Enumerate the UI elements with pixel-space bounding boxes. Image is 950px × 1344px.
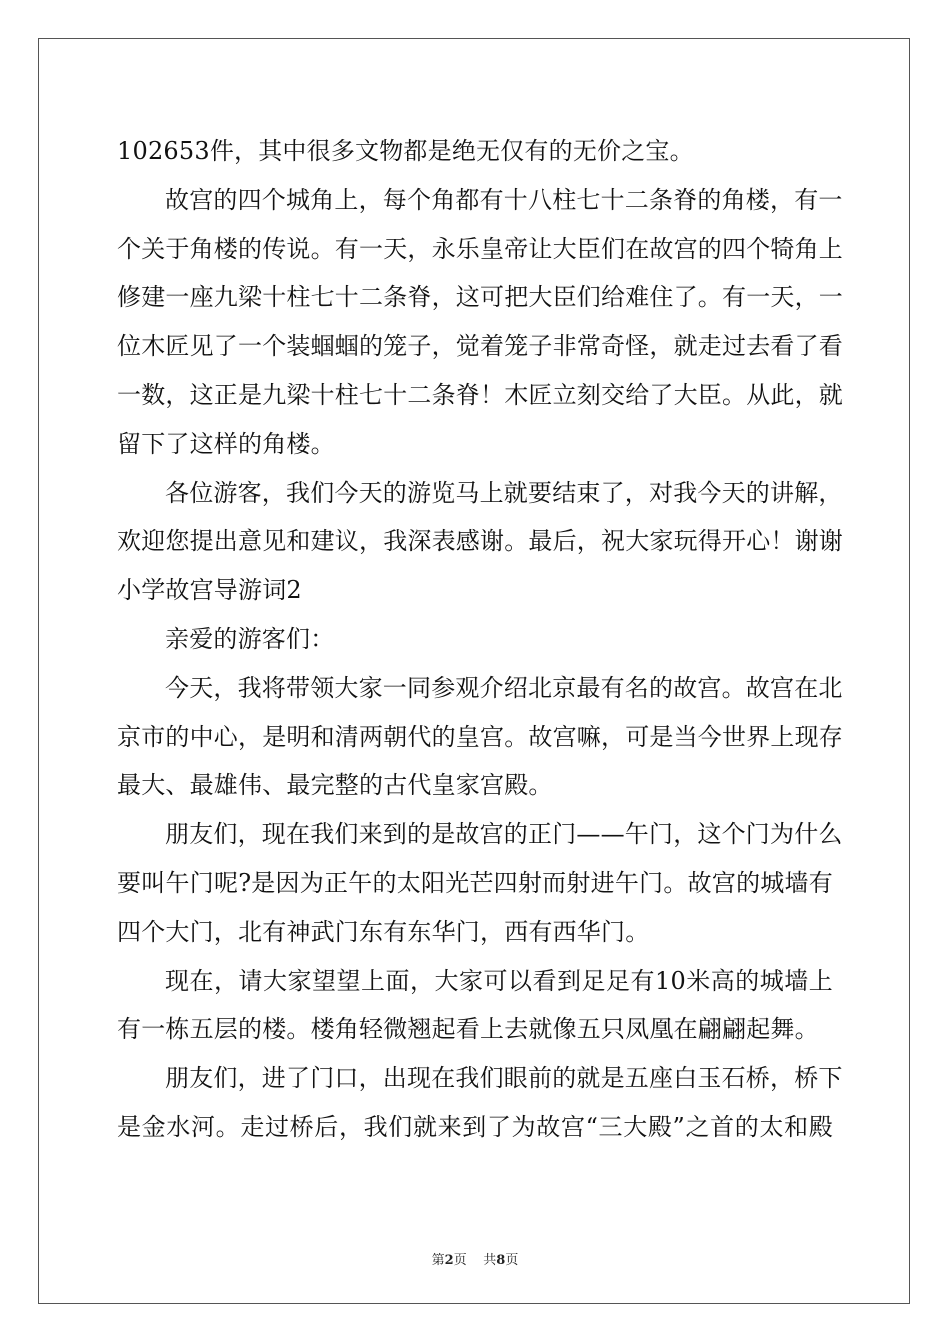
text-line: 有一栋五层的楼。楼角轻微翘起看上去就像五只凤凰在翩翩起舞。 [117, 1015, 819, 1044]
text-line: 京市的中心，是明和清两朝代的皇宫。故宫嘛，可是当今世界上现存 [117, 722, 843, 751]
paragraph-first-line: 各位游客，我们今天的游览马上就要结束了，对我今天的讲解， [165, 478, 843, 507]
text-line: 是金水河。走过桥后，我们就来到了为故宫“三大殿”之首的太和殿 [117, 1112, 833, 1141]
text-line: 四个大门，北有神武门东有东华门，西有西华门。 [117, 917, 650, 946]
text-line: 修建一座九梁十柱七十二条脊，这可把大臣们给难住了。有一天，一 [117, 283, 843, 312]
text-line: 欢迎您提出意见和建议，我深表感谢。最后，祝大家玩得开心！谢谢 [117, 527, 843, 556]
salutation: 亲爱的游客们： [165, 624, 335, 653]
paragraph-first-line: 今天，我将带领大家一同参观介绍北京最有名的故宫。故宫在北 [165, 673, 843, 702]
paragraph-first-line: 故宫的四个城角上，每个角都有十八柱七十二条脊的角楼，有一 [165, 185, 843, 214]
page-footer [0, 1249, 950, 1268]
total-suffix: 页 [505, 1253, 519, 1268]
text-line: 要叫午门呢?是因为正午的太阳光芒四射而射进午门。故宫的城墙有 [117, 868, 833, 897]
text-line: 102653件，其中很多文物都是绝无仅有的无价之宝。 [117, 137, 694, 165]
text-line: 个关于角楼的传说。有一天，永乐皇帝让大臣们在故宫的四个犄角上 [117, 234, 843, 263]
text-line: 留下了这样的角楼。 [117, 429, 335, 458]
page-number: 2 [444, 1253, 454, 1268]
text-line: 位木匠见了一个装蝈蝈的笼子，觉着笼子非常奇怪，就走过去看了看 [117, 332, 843, 361]
total-pages: 8 [496, 1253, 506, 1268]
paragraph-first-line: 现在，请大家望望上面，大家可以看到足足有10米高的城墙上 [165, 966, 833, 995]
document-body [117, 127, 843, 1152]
page-prefix: 第 [431, 1253, 445, 1268]
paragraph-first-line: 朋友们，进了门口，出现在我们眼前的就是五座白玉石桥，桥下 [165, 1064, 843, 1093]
page-suffix: 页 [453, 1253, 467, 1268]
total-prefix: 共 [483, 1253, 497, 1268]
paragraph-first-line: 朋友们，现在我们来到的是故宫的正门——午门，这个门为什么 [165, 820, 843, 849]
text-line: 一数，这正是九梁十柱七十二条脊！木匠立刻交给了大臣。从此，就 [117, 380, 843, 409]
section-heading: 小学故宫导游词2 [117, 576, 302, 605]
text-line: 最大、最雄伟、最完整的古代皇家宫殿。 [117, 771, 553, 800]
